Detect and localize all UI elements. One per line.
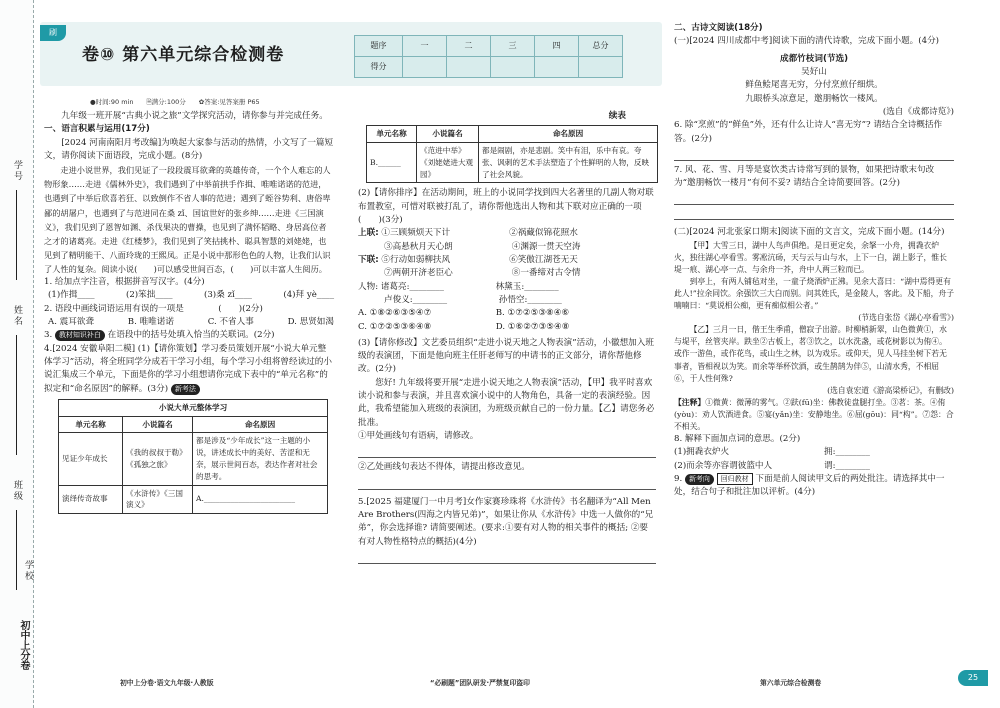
- answer-line[interactable]: [674, 190, 954, 205]
- answer-cell[interactable]: B.______: [367, 143, 417, 183]
- continued-table: [366, 125, 658, 183]
- couplet: ①三顾频烦天下计: [381, 228, 451, 239]
- question-8-1: (1)拥毳衣炉火 拥:________: [674, 447, 870, 458]
- answer-line[interactable]: [674, 205, 954, 220]
- choice-option[interactable]: D. 思贤如渴: [287, 317, 334, 328]
- table-row: [59, 433, 328, 485]
- couplet-up-row: 上联: ①三顾频烦天下计 ②祸藏似锦花照水: [358, 227, 656, 240]
- poem-line: 九眼桥头凉意足，邀朋畅饮一楼风。: [745, 93, 883, 104]
- poem-title: 成都竹枝词(节选): [779, 53, 848, 64]
- question-8: 8. 解释下面加点词的意思。(2分): [674, 434, 801, 444]
- table-row: [59, 485, 328, 514]
- answer-blank[interactable]: (3)桑 zǐ____: [203, 290, 252, 301]
- answer-line[interactable]: [358, 475, 656, 490]
- choice-option[interactable]: A. 震耳欲聋: [48, 317, 95, 328]
- score-header: 三: [491, 36, 535, 57]
- options-row: [358, 321, 656, 334]
- left-column: [44, 110, 334, 514]
- answer-blank[interactable]: (2)笨拙____: [125, 290, 173, 301]
- question-2-options: [44, 316, 334, 329]
- choice-option[interactable]: D. ①⑥②⑦③⑤④⑧: [495, 321, 570, 332]
- poem-line: 鲜鱼鲙尾喜无穷，分付烹煎仔细烘。: [745, 80, 883, 91]
- footer-left: 初中上分卷·语文九年级·人教版: [120, 679, 214, 687]
- couplet: ⑤行动如弱柳扶风: [381, 254, 451, 265]
- reading-passage: 走进小说世界，我们见证了一段段震耳欲聋的英雄传奇，一个个人难忘的人物形象……走进《儒林外史》，我们遇到了中举前拱手作揖、唯唯诺诺的范进，也遇到了中举后欣喜若狂、以致倒作不省人事的范进；遇到了蛭谷势利、唐俗卑鄙的胡屠户，也遇到了与范进同在桑 zǐ、国谊世好的张乡绅……走进《三国演义》，我们见到了恩智如渊、杀伐果决的曹操，也见到了满怀韬略、身居高位者之才的诸葛亮。走进《红楼梦》，我们见到了笑拈挑朴、聪具智慧的刘姥姥，也见到了精明能干、八面玲珑的王熙凤。正是小说中那形色色的人物，让我们认识了人性的复杂。阅读小说( )可以感受世间百态，( )可以丰富人生阅历。: [44, 165, 331, 275]
- section-heading: 一、语言积累与运用(17分): [44, 124, 150, 135]
- choice-option[interactable]: A. ①⑧②⑥③⑤④⑦: [358, 308, 432, 319]
- column-header: 命名原因: [193, 416, 328, 433]
- table-cell: 都是闹剧，亦是悲剧。笑中有泪，乐中有哀。夸张、讽刺的艺术手法塑造了个性鲜明的人物，反映了社会风貌。: [479, 143, 658, 183]
- score-table: [354, 35, 623, 78]
- question-8-2: (2)而余等亦容谓彼篮中人 谓:________: [674, 460, 870, 471]
- brand-logo: 初中上分卷: [18, 620, 29, 670]
- score-cell[interactable]: [403, 57, 447, 78]
- answer-blank[interactable]: (1)作揖____: [48, 290, 95, 301]
- divider: [16, 190, 17, 280]
- divider: [16, 510, 17, 590]
- question-4-3: (3)【请你修改】文艺委员组织“走进小说天地之人物表演”活动，小徽想加入班级的表演团，下面是他向班主任肝老师写的申请书的正文部分，请你帮他修改。(2分): [358, 337, 654, 375]
- fix-question-1: ①甲处画线句有语病，请修改。: [358, 431, 479, 441]
- score-header: 二: [447, 36, 491, 57]
- new-direction-tag: 新考向: [685, 474, 714, 485]
- middle-column: [358, 110, 685, 564]
- question-3: 3. 教材知识补白 在语段中的括号处填入恰当的关联词。(2分): [44, 330, 275, 341]
- answer-line[interactable]: [358, 443, 656, 458]
- choice-option[interactable]: C. 不省人事: [207, 317, 254, 328]
- score-header: 四: [535, 36, 579, 57]
- footer-middle: “必刷题”团队研发·严禁复印盗印: [430, 679, 530, 687]
- binding-margin: [0, 0, 34, 708]
- score-header: 总分: [579, 36, 623, 57]
- new-method-tag: 新考法: [171, 384, 200, 395]
- section-heading: 二、古诗文阅读(18分): [674, 23, 763, 33]
- score-label: 得分: [355, 57, 403, 78]
- answer-blank[interactable]: 卢俊义:________: [384, 294, 448, 305]
- column-header: 单元名称: [59, 416, 123, 433]
- school-label: 学校: [22, 560, 33, 582]
- answer-blank[interactable]: 林黛玉:________: [495, 281, 559, 292]
- question-5: 5.[2025 福建厦门一中月考]女作家赛珍珠将《水浒传》书名翻译为“All Men Are Brothers(四海之内皆兄弟)”，如果让你从《水浒传》中选一人做你的“兄弟”，你会选择谁? 请简要阐述。(要求:①要有对人物的相关事件的概括; ②要有对人物性格特点的概括)(4分): [358, 496, 654, 547]
- couplet-up-row: [358, 241, 656, 254]
- table-cell: 《范进中举》《刘姥姥进大观园》: [417, 143, 479, 183]
- answer-cell[interactable]: A.________________________: [193, 485, 328, 514]
- question-6: 6. 除“烹煎”的“鲜鱼”外，还有什么让诗人“喜无穷”? 请结合全诗概括作答。(2分): [674, 120, 943, 144]
- question-1: 1. 给加点字注音，根据拼音写汉字。(4分): [44, 277, 205, 288]
- table-row: [367, 143, 658, 183]
- question-7: 7. 风、花、雪、月等是宴饮类古诗常写到的景物，如果把诗歌末句改为“邀朋畅饮一楼月”有何不妥? 请结合全诗简要回答。(2分): [674, 164, 935, 189]
- score-cell[interactable]: [535, 57, 579, 78]
- badge: 刷: [40, 25, 66, 41]
- couplet: ②祸藏似锦花照水: [509, 228, 578, 239]
- class-label: 班级: [11, 480, 22, 502]
- choice-option[interactable]: B. 唯唯诺诺: [127, 317, 174, 328]
- column-header: 小说篇名: [417, 126, 479, 143]
- answer-blank[interactable]: 孙悟空:________: [498, 294, 562, 305]
- couplet-down-row: 下联: ⑤行动如弱柳扶风 ⑥笑傲江湖苍无天: [358, 254, 656, 267]
- answer-line[interactable]: [358, 549, 656, 564]
- poem-source: (选自《成都诗览》): [882, 106, 954, 117]
- passage-source: (选自袁宏道《游高梁桥记》，有删改): [827, 385, 954, 395]
- couplet-down-row: [358, 267, 656, 280]
- question-2: 2. 语段中画线词语运用有误的一项是 ( )(2分): [44, 303, 263, 314]
- page-title: 卷⑩ 第六单元综合检测卷: [82, 45, 285, 65]
- passage-yi: 【乙】三月一日，偕王生季甫，僧寂子出游。时柳梢新翠，山色微黄①，水与堤平，丝管夹岸。跌坐②古板上，茗③饮之，以水洗盏，或花树影以为侑④。或作一游鱼，或作花鸟，或山生之林，以为戏乐。或仰天，见人马挂坐树下若无事者，皆相视以为笑。而余等举杯饮酒，或生鹊鹄为伴⑤，山清水秀，不相屈⑥，于人性何殊?: [674, 325, 947, 383]
- couplet: ③高悬秋月天心朗: [384, 241, 453, 252]
- table-cell: 见证少年成长: [59, 433, 123, 485]
- people-row: 人物: 诸葛亮:________ 林黛玉:________: [358, 281, 656, 294]
- options-row: [358, 307, 656, 320]
- passage-source: (节选自张岱《湖心亭看雪》): [858, 313, 954, 323]
- table-cell: 《水浒传》《三国演义》: [123, 485, 193, 514]
- exam-meta: ●时间:90 min 🗎满分:100分 ✿答案:见答案册 P65: [90, 98, 260, 106]
- passage-jia-2: 到亭上，有两人铺毡对坐，一童子烧酒炉正沸。见余大喜曰：“湖中焉得更有此人!”拉余同饮。余强饮三大白而别。问其姓氏，是金陵人，客此。及下船，舟子喃喃曰：“莫说相公痴，更有痴似相公者。”: [674, 276, 955, 311]
- score-header: 题序: [355, 36, 403, 57]
- prose-intro: (二)[2024 河北张家口期末]阅读下面的文言文，完成下面小题。(14分): [674, 227, 945, 238]
- footer-right: 第六单元综合检测卷: [760, 679, 822, 687]
- column-header: 小说篇名: [123, 416, 193, 433]
- annotations: 【注释】①微黄：微薄的雾气。②趺(fū)坐：佛教徒盘腿打坐。③茗：茶。④侑(yòu)：劝人饮酒进食。⑤宴(yǎn)坐：安静地坐。⑥屈(gōu)：同“构”。⑦怨：合不相关。: [674, 397, 954, 431]
- continued-label: 续表: [608, 111, 626, 121]
- table-cell: 演绎传奇故事: [59, 485, 123, 514]
- answer-blank[interactable]: (4)拜 yè____: [283, 290, 334, 301]
- couplet: ④渊源一贯天空涛: [511, 241, 581, 252]
- question-4-2: (2)【请你排序】在活动期间，班上的小说同学找到四大名著里的几副人物对联布置教室，可惜对联被打乱了，请你帮他选出人物和其下联对应正确的一项 ( )(3分): [358, 188, 685, 225]
- table-caption: 小说大单元整体学习: [59, 399, 328, 416]
- table-cell: 都是涉及“少年成长”这一主题的小说，讲述成长中的美好、苦涩和无奈，展示世间百态，表达作者对社会的思考。: [193, 433, 328, 485]
- textbook-tag: 教材知识补白: [55, 330, 105, 341]
- application-letter: 您好! 九年级将要开展“走进小说天地之人物表演”活动，【甲】我平时喜欢读小说和参与表演，并且喜欢演小说中的人物角色，具备一定的表演经验。因此，我希望能加入班级的表演团，为班级贡献自己的一份力量。【乙】请您务必批准。: [358, 377, 655, 428]
- people-row: [358, 294, 656, 307]
- textbook-return-tag: 回归教材: [717, 473, 753, 485]
- couplet: ⑦两朝开济老臣心: [384, 268, 453, 279]
- intro: 九年级一班开展“古典小说之旅”文学探究活动，请你参与并完成任务。: [61, 111, 328, 121]
- score-cell[interactable]: [447, 57, 491, 78]
- answer-line[interactable]: [674, 146, 954, 161]
- choice-option[interactable]: B. ①⑦②⑤③⑧④⑥: [495, 308, 570, 319]
- score-cell[interactable]: [579, 57, 623, 78]
- answer-blank[interactable]: 拥:________: [824, 447, 870, 458]
- column-header: 单元名称: [367, 126, 417, 143]
- student-id-label: 学号: [11, 160, 22, 182]
- fix-question-2: ②乙处画线句表达不得体，请提出修改意见。: [358, 462, 530, 473]
- passage-jia: 【甲】大雪三日，湖中人鸟声俱绝。是日更定矣，余拏一小舟，拥毳衣炉火，独往湖心亭看雪。雾凇沆砀，天与云与山与水，上下一白，湖上影子，惟长堤一痕、湖心亭一点、与余舟一芥，舟中人两三粒而已。: [674, 240, 947, 274]
- question-9: 9. 新考向 回归教材 下面是前人阅读甲文后的两处批注。请选择其中一处，结合句子和批注加以评析。(4分): [674, 473, 945, 498]
- answer-blank[interactable]: 诸葛亮:________: [380, 281, 444, 292]
- name-label: 姓名: [11, 305, 22, 327]
- page-number: 25: [958, 670, 988, 686]
- unit-table: [58, 399, 328, 514]
- question-4: 4.[2024 安徽阜阳二模] (1)【请你策划】学习委员策划开展“小说大单元整体学习”活动，将全班同学分成若干学习小组，每个学习小组将曾经读过的小说汇集成三个单元，下面是你的学习小组想请你完成下表中的“单元名称”的拟定和“命名原因”的解释。(3分) 新考法: [44, 343, 332, 394]
- question-1-options: [44, 289, 334, 302]
- couplet: ⑥笑傲江湖苍无天: [509, 254, 578, 265]
- score-cell[interactable]: [491, 57, 535, 78]
- couplet: ⑧一番缔对古令情: [511, 268, 581, 279]
- poem-intro: (一)[2024 四川成都中考]阅读下面的清代诗歌，完成下面小题。(4分): [674, 36, 940, 47]
- poem-author: 吴好山: [801, 66, 827, 77]
- right-column: [674, 22, 954, 500]
- choice-option[interactable]: C. ①⑦②⑤③⑥④⑧: [358, 321, 432, 332]
- column-header: 命名原因: [479, 126, 658, 143]
- table-cell: 《我的叔叔于勒》《孤独之旅》: [123, 433, 193, 485]
- divider: [16, 335, 17, 455]
- answer-blank[interactable]: 谓:________: [824, 460, 870, 471]
- score-header: 一: [403, 36, 447, 57]
- question-intro: [2024 河南南阳月考改编]为唤起大家参与活动的热情，小文写了一篇短文，请你阅读下面语段，完成小题。(8分): [44, 137, 334, 161]
